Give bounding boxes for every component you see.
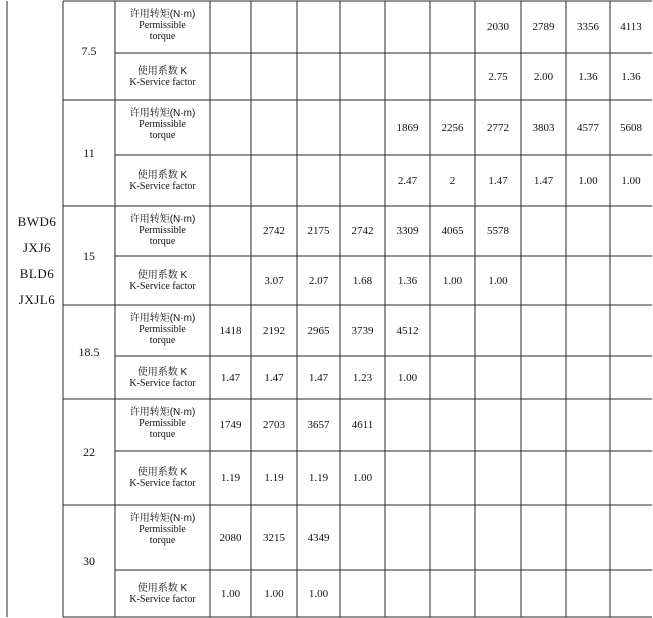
torque-value: 2742 <box>351 225 374 237</box>
motor-power: 11 <box>83 146 95 160</box>
torque-label-cn: 许用转矩(N·m) <box>129 313 196 324</box>
torque-label-en-line1: Permissible <box>139 324 186 335</box>
service-factor-label <box>129 66 195 88</box>
service-factor-value: 1.19 <box>220 472 241 484</box>
torque-value: 4349 <box>307 531 330 544</box>
service-factor-value: 1.00 <box>397 371 418 384</box>
factor-label-cn: 使用系数 K <box>137 582 188 594</box>
factor-label-cn: 使用系数 K <box>137 269 188 281</box>
torque-label-cn: 许用转矩(N·m) <box>129 513 196 524</box>
service-factor-value: 3.07 <box>264 274 284 287</box>
torque-value: 3356 <box>577 21 599 33</box>
model-name: JXJ6 <box>22 240 52 255</box>
torque-value: 3803 <box>532 121 555 134</box>
torque-value: 3657 <box>307 419 330 431</box>
factor-label-en: K-Service factor <box>129 593 196 605</box>
service-factor-value: 1.47 <box>264 371 284 384</box>
permissible-torque-label <box>130 214 196 247</box>
service-factor-value: 1.47 <box>220 371 241 384</box>
torque-value: 1418 <box>219 324 242 337</box>
service-factor-value: 1.47 <box>308 371 329 384</box>
motor-power: 18.5 <box>78 345 100 359</box>
torque-label-en-line2: torque <box>149 335 176 346</box>
factor-label-en: K-Service factor <box>129 478 196 489</box>
torque-label-en-line1: Permissible <box>139 524 186 535</box>
factor-label-cn: 使用系数 K <box>137 366 188 378</box>
service-factor-label <box>129 467 195 489</box>
model-name: BLD6 <box>19 266 55 281</box>
service-factor-value: 1.00 <box>621 174 641 187</box>
torque-value: 2772 <box>487 121 509 134</box>
torque-value: 2965 <box>307 324 330 337</box>
permissible-torque-label <box>130 513 196 546</box>
service-factor-value: 1.00 <box>308 587 329 600</box>
service-factor-label <box>129 270 195 292</box>
service-factor-value: 1.19 <box>264 472 284 484</box>
service-factor-value: 2.75 <box>488 70 508 83</box>
service-factor-value: 1.00 <box>264 587 284 600</box>
torque-label-en-line2: torque <box>149 31 176 42</box>
torque-label-cn: 许用转矩(N·m) <box>129 407 196 418</box>
permissible-torque-label <box>130 108 196 141</box>
torque-label-en-line1: Permissible <box>139 20 186 31</box>
factor-label-en: K-Service factor <box>129 180 196 192</box>
factor-label-en: K-Service factor <box>129 76 196 88</box>
service-factor-value: 1.00 <box>578 174 598 187</box>
torque-value: 3309 <box>396 225 419 237</box>
factor-label-cn: 使用系数 K <box>137 467 188 478</box>
service-factor-value: 1.36 <box>578 70 598 83</box>
service-factor-value: 2.47 <box>397 174 418 187</box>
permissible-torque-label <box>130 313 196 346</box>
torque-value: 2703 <box>263 419 285 431</box>
motor-power: 15 <box>83 248 95 263</box>
torque-label-en-line2: torque <box>149 429 176 440</box>
service-factor-value: 1.23 <box>352 371 373 384</box>
torque-value: 2742 <box>263 225 285 237</box>
torque-value: 4065 <box>441 225 464 237</box>
torque-value: 5608 <box>620 121 642 134</box>
service-factor-value: 1.47 <box>533 174 554 187</box>
torque-label-en-line2: torque <box>149 535 176 546</box>
service-factor-label <box>129 367 195 389</box>
torque-label-en-line1: Permissible <box>139 418 186 429</box>
torque-value: 3215 <box>263 531 285 544</box>
service-factor-value: 1.00 <box>488 274 508 287</box>
service-factor-value: 1.68 <box>352 274 373 287</box>
permissible-torque-label <box>130 407 196 440</box>
torque-label-cn: 许用转矩(N·m) <box>129 9 196 20</box>
service-factor-value: 2 <box>449 174 456 187</box>
torque-value: 3739 <box>351 324 374 337</box>
service-factor-value: 1.36 <box>397 274 418 287</box>
torque-value: 1869 <box>396 121 419 134</box>
torque-value: 1749 <box>219 419 242 431</box>
service-factor-value: 1.00 <box>442 274 463 287</box>
torque-value: 2789 <box>532 21 555 33</box>
service-factor-value: 1.36 <box>621 70 641 83</box>
torque-value: 2256 <box>441 121 464 134</box>
motor-power: 30 <box>83 554 95 568</box>
torque-label-cn: 许用转矩(N·m) <box>129 108 196 119</box>
factor-label-en: K-Service factor <box>129 280 196 292</box>
service-factor-value: 1.00 <box>352 472 373 484</box>
model-name: BWD6 <box>17 214 57 229</box>
torque-value: 5578 <box>487 225 509 237</box>
service-factor-label <box>129 583 195 605</box>
torque-label-en-line2: torque <box>149 130 176 141</box>
torque-value: 2175 <box>307 225 330 237</box>
torque-value: 2192 <box>263 324 285 337</box>
factor-label-cn: 使用系数 K <box>137 169 188 181</box>
torque-value: 4113 <box>620 21 642 33</box>
torque-value: 4512 <box>396 324 419 337</box>
torque-value: 2080 <box>219 531 242 544</box>
service-factor-value: 1.47 <box>488 174 508 187</box>
torque-value: 4577 <box>577 121 599 134</box>
model-name: JXJL6 <box>18 292 56 307</box>
motor-power: 22 <box>83 445 95 459</box>
service-factor-value: 1.19 <box>308 472 329 484</box>
service-factor-value: 1.00 <box>220 587 241 600</box>
service-factor-value: 2.07 <box>308 274 329 287</box>
factor-label-en: K-Service factor <box>129 377 196 389</box>
motor-power: 7.5 <box>81 43 97 58</box>
torque-label-en-line1: Permissible <box>139 225 186 236</box>
torque-value: 4611 <box>351 419 374 431</box>
torque-label-en-line2: torque <box>149 236 176 247</box>
factor-label-cn: 使用系数 K <box>137 65 188 77</box>
service-factor-value: 2.00 <box>533 70 554 83</box>
torque-value: 2030 <box>487 21 509 33</box>
torque-label-cn: 许用转矩(N·m) <box>129 214 196 225</box>
service-factor-label <box>129 170 195 192</box>
torque-label-en-line1: Permissible <box>139 119 186 130</box>
permissible-torque-label <box>130 9 196 42</box>
